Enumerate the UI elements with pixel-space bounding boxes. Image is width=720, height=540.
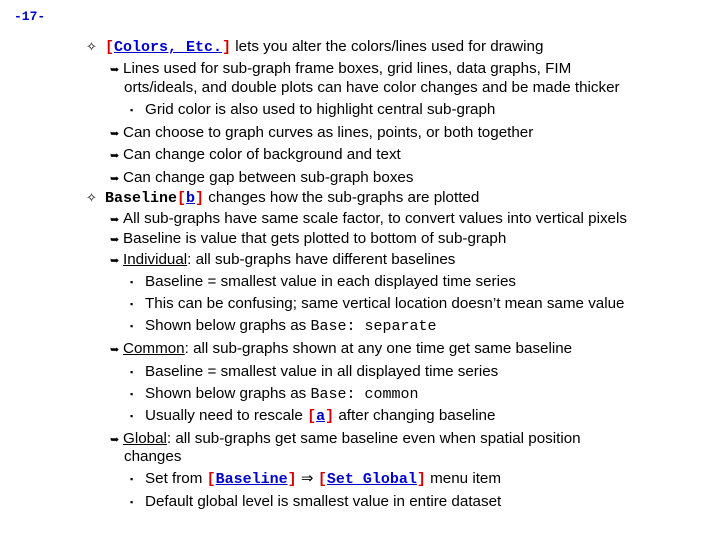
square-bullet-icon: ▪ xyxy=(130,367,134,377)
global-bullet-1: ▪ Set from [Baseline] ⇒ [Set Global] menu item xyxy=(130,470,502,488)
square-bullet-icon: ▪ xyxy=(130,277,134,287)
grid-color-bullet: ▪ Grid color is also used to highlight central sub-graph xyxy=(130,101,496,118)
arrow-icon: ⇒ xyxy=(296,470,318,487)
arrow-bullet-icon: ➥ xyxy=(110,344,120,356)
graph-curves-item: ➥ Can choose to graph curves as lines, points, or both together xyxy=(110,124,534,141)
set-global-menu-link[interactable]: Set Global xyxy=(326,471,417,488)
colors-heading: ✧ [Colors, Etc.] lets you alter the colors/lines used for drawing xyxy=(86,38,544,56)
square-bullet-icon: ▪ xyxy=(130,411,134,421)
diamond-bullet-icon: ✧ xyxy=(86,39,97,54)
individual-bullet-2: ▪ This can be confusing; same vertical location doesn’t mean same value xyxy=(130,295,625,312)
square-bullet-icon: ▪ xyxy=(130,105,134,115)
individual-bullet-1: ▪ Baseline = smallest value in each displayed time series xyxy=(130,273,517,290)
gap-item: ➥ Can change gap between sub-graph boxes xyxy=(110,169,414,186)
global-item-cont: changes xyxy=(124,448,182,465)
arrow-bullet-icon: ➥ xyxy=(110,255,120,267)
arrow-bullet-icon: ➥ xyxy=(110,150,120,162)
page-number: -17- xyxy=(14,9,46,24)
individual-bullet-3: ▪ Shown below graphs as Base: separate xyxy=(130,317,437,335)
baseline-value-item: ➥ Baseline is value that gets plotted to bottom of sub-graph xyxy=(110,230,507,247)
individual-item: ➥ Individual: all sub-graphs have different baselines xyxy=(110,251,456,268)
colors-lines-item-cont: orts/ideals, and double plots can have color changes and be made thicker xyxy=(124,79,620,96)
baseline-heading: ✧ Baseline[b] changes how the sub-graphs are plotted xyxy=(86,189,480,207)
square-bullet-icon: ▪ xyxy=(130,497,134,507)
arrow-bullet-icon: ➥ xyxy=(110,64,120,76)
arrow-bullet-icon: ➥ xyxy=(110,434,120,446)
colors-lines-item: ➥ Lines used for sub-graph frame boxes, grid lines, data graphs, FIM xyxy=(110,60,572,77)
common-bullet-3: ▪ Usually need to rescale [a] after changing baseline xyxy=(130,407,496,425)
rescale-key-link[interactable]: a xyxy=(316,408,326,425)
global-bullet-2: ▪ Default global level is smallest value in entire dataset xyxy=(130,493,502,510)
common-item: ➥ Common: all sub-graphs shown at any one time get same baseline xyxy=(110,340,573,357)
arrow-bullet-icon: ➥ xyxy=(110,234,120,246)
colors-menu-link[interactable]: Colors, Etc. xyxy=(114,39,223,56)
arrow-bullet-icon: ➥ xyxy=(110,128,120,140)
arrow-bullet-icon: ➥ xyxy=(110,214,120,226)
global-item: ➥ Global: all sub-graphs get same baseline even when spatial position xyxy=(110,430,581,447)
square-bullet-icon: ▪ xyxy=(130,299,134,309)
square-bullet-icon: ▪ xyxy=(130,321,134,331)
common-bullet-1: ▪ Baseline = smallest value in all displayed time series xyxy=(130,363,499,380)
baseline-menu-link[interactable]: Baseline xyxy=(215,471,288,488)
scale-factor-item: ➥ All sub-graphs have same scale factor, to convert values into vertical pixels xyxy=(110,210,627,227)
baseline-key-link[interactable]: b xyxy=(186,190,196,207)
background-color-item: ➥ Can change color of background and text xyxy=(110,146,401,163)
square-bullet-icon: ▪ xyxy=(130,474,134,484)
common-bullet-2: ▪ Shown below graphs as Base: common xyxy=(130,385,419,403)
diamond-bullet-icon: ✧ xyxy=(86,190,97,205)
square-bullet-icon: ▪ xyxy=(130,389,134,399)
arrow-bullet-icon: ➥ xyxy=(110,173,120,185)
